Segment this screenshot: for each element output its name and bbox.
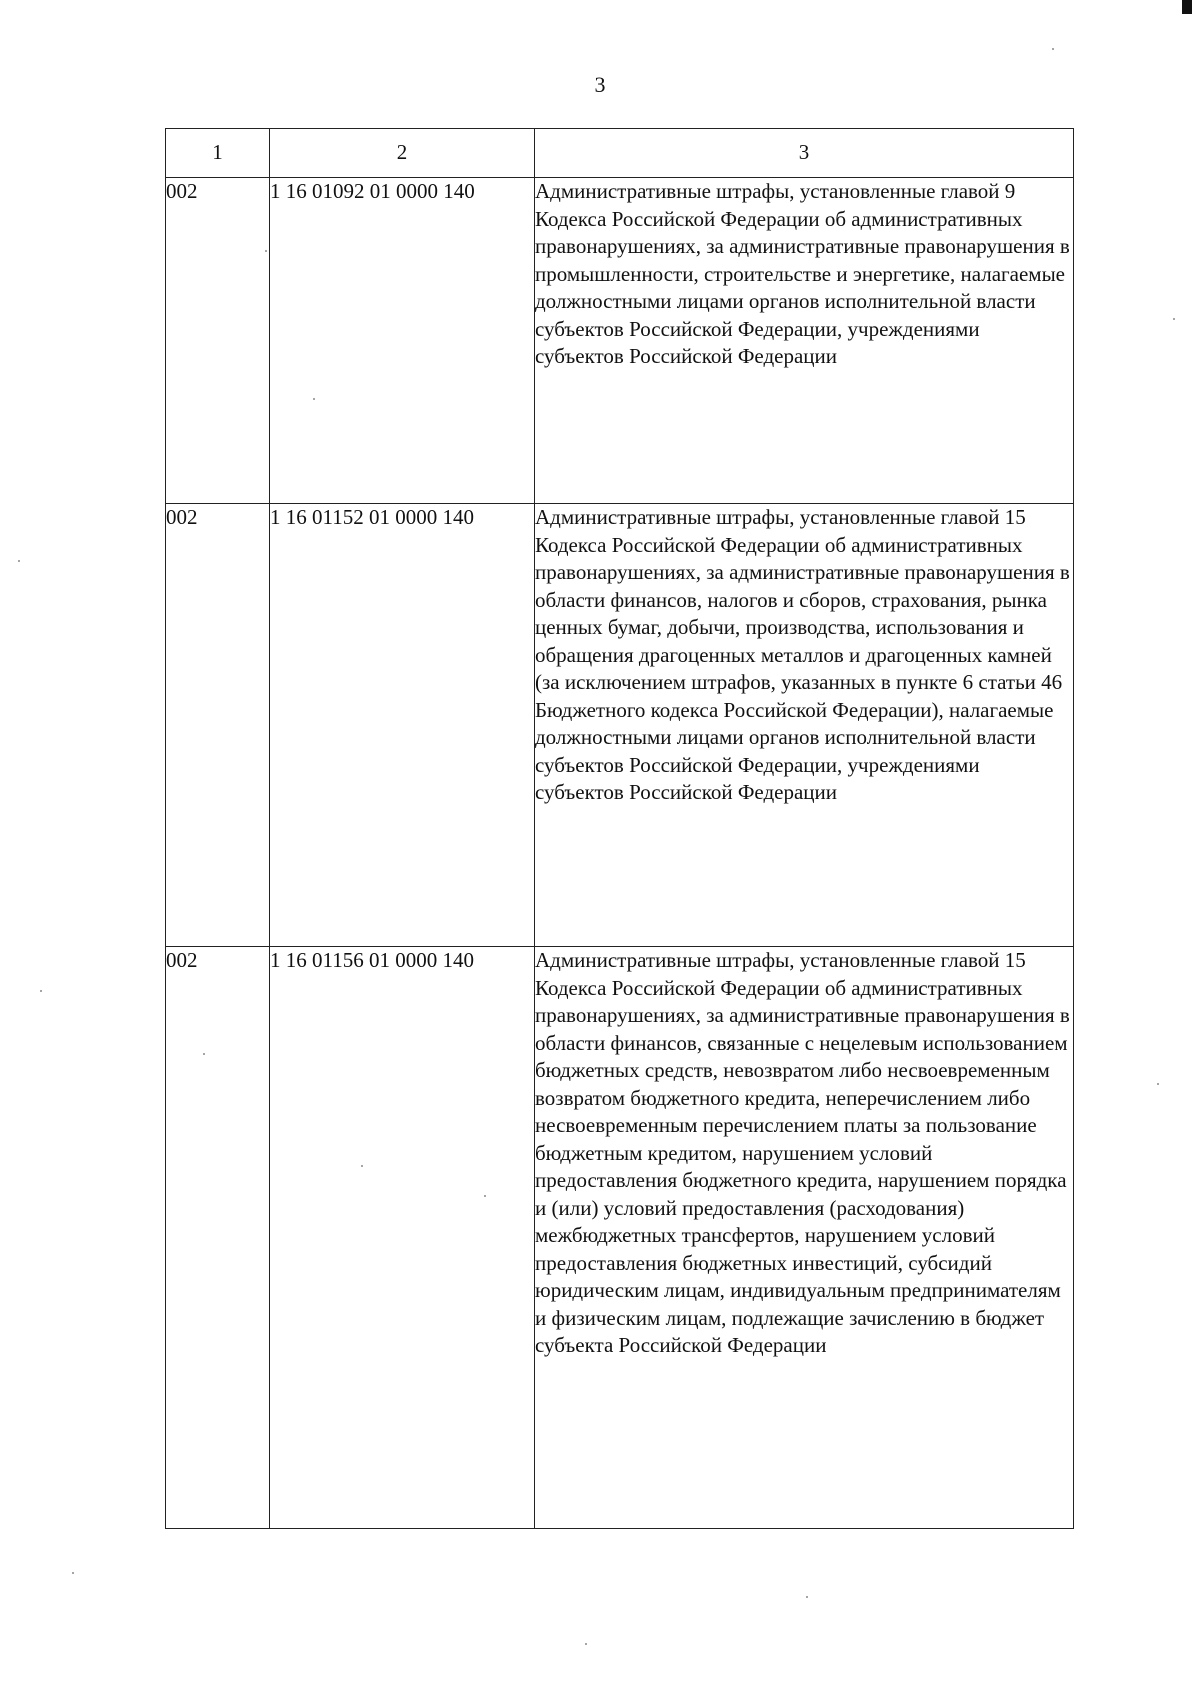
- scan-speck: [313, 398, 315, 400]
- scan-speck: [72, 1572, 74, 1574]
- description-cell: Административные штрафы, установленные главой 9 Кодекса Российской Федерации об административных правонарушениях, за административные правонарушения в промышленности, строительстве и энергетике, налагаемые должностными лицами органов исполнительной власти субъектов Российской Федерации, учреждениями субъектов Российской Федерации: [535, 178, 1074, 504]
- scan-speck: [585, 1643, 587, 1645]
- column-header-1: 1: [166, 129, 270, 178]
- scan-speck: [806, 1596, 808, 1598]
- scan-speck: [361, 1165, 363, 1167]
- scan-speck: [1052, 48, 1054, 50]
- admin-code-cell: 002: [166, 947, 270, 1529]
- scan-speck: [484, 1195, 486, 1197]
- scan-speck: [40, 990, 42, 992]
- scan-speck: [265, 250, 267, 252]
- page-number: 3: [594, 72, 606, 97]
- table-header-row: [166, 129, 1074, 178]
- admin-code-cell: 002: [166, 178, 270, 504]
- scan-corner-mark: [1182, 0, 1192, 14]
- kbk-code-cell: 1 16 01092 01 0000 140: [270, 178, 535, 504]
- scan-speck: [1157, 1083, 1159, 1085]
- scan-speck: [1173, 318, 1175, 320]
- table-row: [166, 947, 1074, 1529]
- table-row: [166, 178, 1074, 504]
- table-row: [166, 504, 1074, 947]
- revenue-codes-table: [165, 128, 1074, 1529]
- column-header-2: 2: [270, 129, 535, 178]
- description-cell: Административные штрафы, установленные главой 15 Кодекса Российской Федерации об административных правонарушениях, за административные правонарушения в области финансов, налогов и сборов, страхования, рынка ценных бумаг, добычи, производства, использования и обращения драгоценных металлов и драгоценных камней (за исключением штрафов, указанных в пункте 6 статьи 46 Бюджетного кодекса Российской Федерации), налагаемые должностными лицами органов исполнительной власти субъектов Российской Федерации, учреждениями субъектов Российской Федерации: [535, 504, 1074, 947]
- kbk-code-cell: 1 16 01156 01 0000 140: [270, 947, 535, 1529]
- kbk-code-cell: 1 16 01152 01 0000 140: [270, 504, 535, 947]
- admin-code-cell: 002: [166, 504, 270, 947]
- column-header-3: 3: [535, 129, 1074, 178]
- scan-speck: [18, 560, 20, 562]
- description-cell: Административные штрафы, установленные главой 15 Кодекса Российской Федерации об административных правонарушениях, за административные правонарушения в области финансов, связанные с нецелевым использованием бюджетных средств, невозвратом либо несвоевременным возвратом бюджетного кредита, неперечислением либо несвоевременным перечислением платы за пользование бюджетным кредитом, нарушением условий предоставления бюджетного кредита, нарушением порядка и (или) условий предоставления (расходования) межбюджетных трансфертов, нарушением условий предоставления бюджетных инвестиций, субсидий юридическим лицам, индивидуальным предпринимателям и физическим лицам, подлежащие зачислению в бюджет субъекта Российской Федерации: [535, 947, 1074, 1529]
- scan-speck: [203, 1053, 205, 1055]
